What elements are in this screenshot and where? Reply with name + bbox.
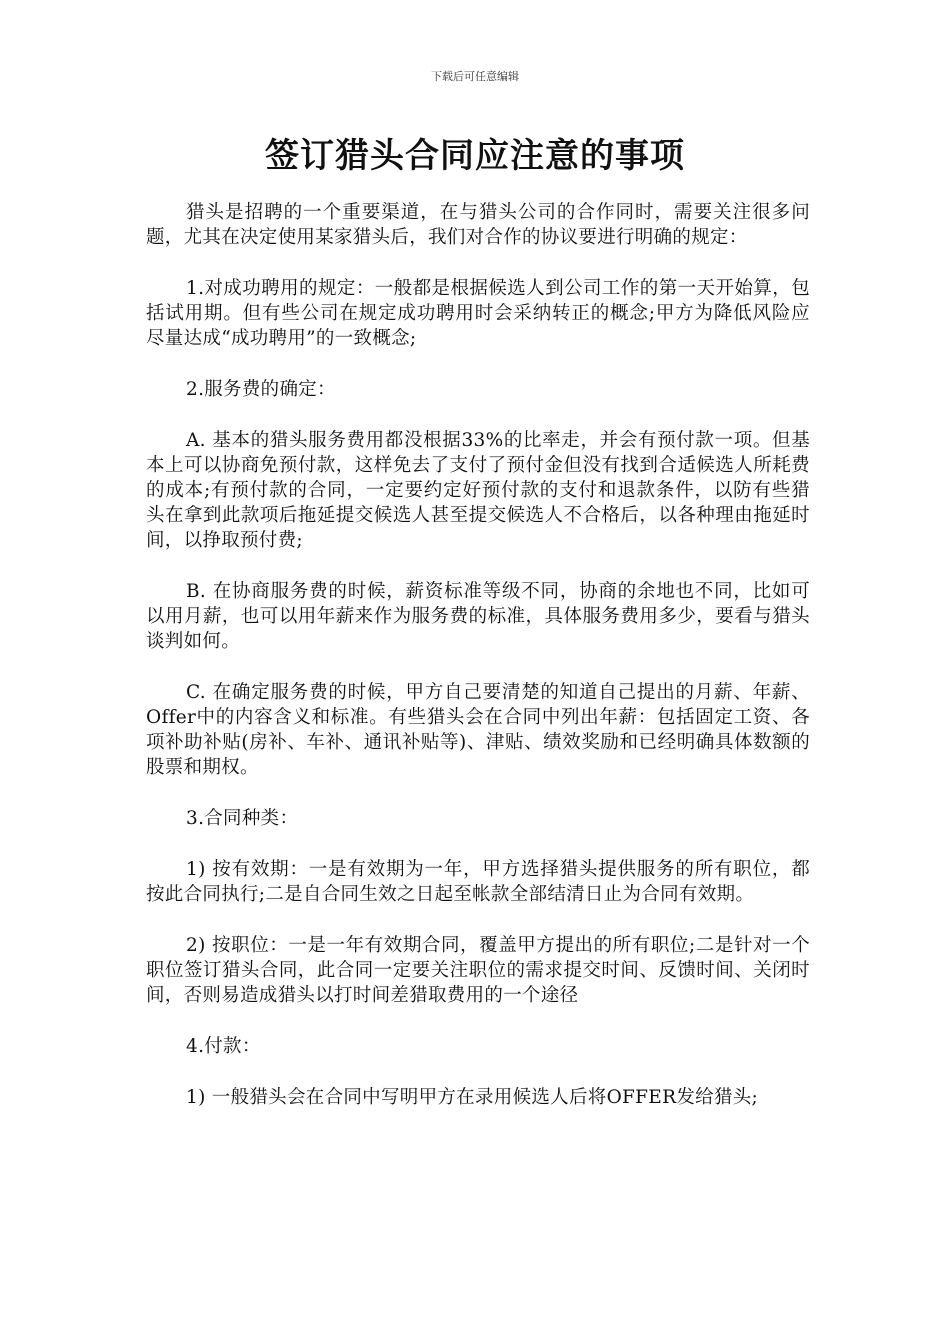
paragraph-fee-c: C. 在确定服务费的时候，甲方自己要清楚的知道自己提出的月薪、年薪、Offer中的内容含义和标准。有些猎头会在合同中列出年薪：包括固定工资、各项补助补贴(房补、车补、通讯补贴等)、津贴、绩效奖励和已经明确具体数额的股票和期权。: [146, 682, 810, 778]
paragraph-intro: 猎头是招聘的一个重要渠道，在与猎头公司的合作同时，需要关注很多问题，尤其在决定使用某家猎头后，我们对合作的协议要进行明确的规定：: [146, 202, 810, 248]
paragraph-fee-a: A. 基本的猎头服务费用都没根据33%的比率走，并会有预付款一项。但基本上可以协商免预付款，这样免去了支付了预付金但没有找到合适候选人所耗费的成本;有预付款的合同，一定要约定好预付款的支付和退款条件，以防有些猎头在拿到此款项后拖延提交候选人甚至提交候选人不合格后，以各种理由拖延时间，以挣取预付费;: [146, 430, 810, 551]
paragraph-service-fee-heading: 2.服务费的确定：: [186, 379, 336, 400]
document-body: [146, 200, 810, 1136]
header-note: 下载后可任意编辑: [431, 70, 519, 83]
paragraph-contract-type-1: 1) 按有效期：一是有效期为一年，甲方选择猎头提供服务的所有职位，都按此合同执行;二是自合同生效之日起至帐款全部结清日止为合同有效期。: [146, 859, 810, 905]
paragraph-fee-b: B. 在协商服务费的时候，薪资标准等级不同，协商的余地也不同，比如可以用月薪，也可以用年薪来作为服务费的标准，具体服务费用多少，要看与猎头谈判如何。: [146, 581, 810, 652]
paragraph-contract-types-heading: 3.合同种类：: [186, 808, 299, 829]
paragraph-payment-1: 1) 一般猎头会在合同中写明甲方在录用候选人后将OFFER发给猎头;: [186, 1087, 759, 1108]
document-title: 签订猎头合同应注意的事项: [265, 136, 685, 176]
paragraph-successful-hire: 1.对成功聘用的规定：一般都是根据候选人到公司工作的第一天开始算，包括试用期。但有些公司在规定成功聘用时会采纳转正的概念;甲方为降低风险应尽量达成“成功聘用”的一致概念;: [146, 278, 810, 349]
paragraph-contract-type-2: 2) 按职位：一是一年有效期合同，覆盖甲方提出的所有职位;二是针对一个职位签订猎头合同，此合同一定要关注职位的需求提交时间、反馈时间、关闭时间，否则易造成猎头以打时间差猎取费用的一个途径: [146, 935, 810, 1006]
paragraph-payment-heading: 4.付款：: [186, 1036, 261, 1057]
